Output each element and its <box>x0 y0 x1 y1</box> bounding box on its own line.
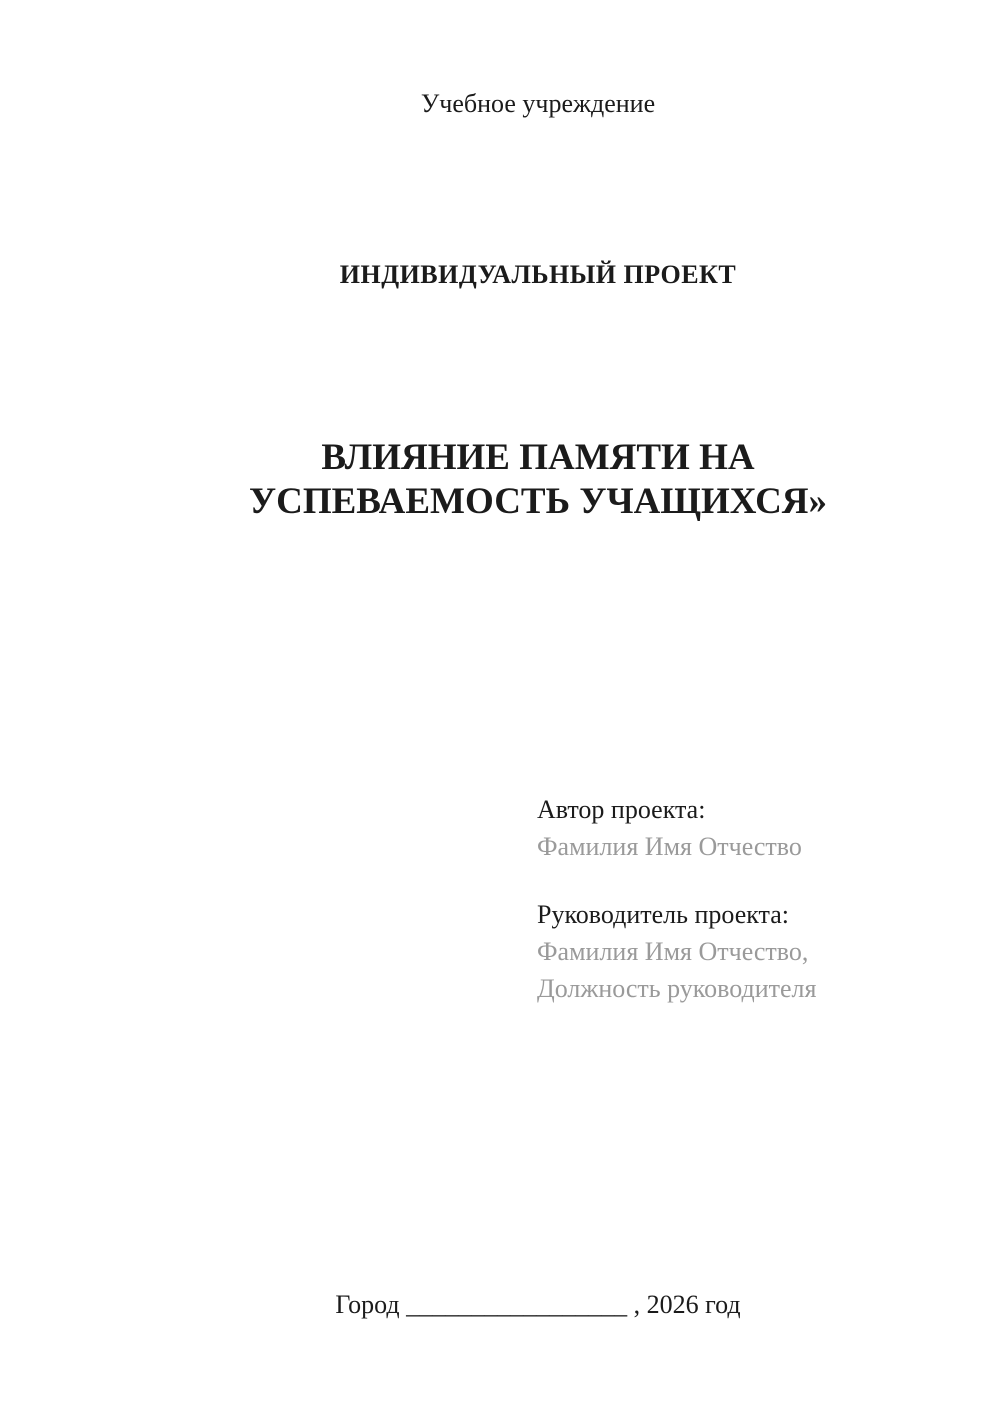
project-type-heading: ИНДИВИДУАЛЬНЫЙ ПРОЕКТ <box>339 260 737 289</box>
year-suffix: , 2026 год <box>633 1290 741 1319</box>
supervisor-name-placeholder: Фамилия Имя Отчество, <box>537 937 809 966</box>
author-name-placeholder: Фамилия Имя Отчество <box>537 832 802 861</box>
document-title-line2: УСПЕВАЕМОСТЬ УЧАЩИХСЯ» <box>248 480 828 522</box>
supervisor-position-placeholder: Должность руководителя <box>537 974 817 1003</box>
city-year-line <box>76 1290 1000 1320</box>
document-title <box>76 436 1000 523</box>
author-label: Автор проекта: <box>537 795 706 824</box>
city-blank-line: _________________ <box>406 1290 628 1319</box>
supervisor-block <box>537 896 816 1007</box>
institution-name: Учебное учреждение <box>420 89 656 118</box>
supervisor-label: Руководитель проекта: <box>537 900 790 929</box>
document-title-line1: ВЛИЯНИЕ ПАМЯТИ НА <box>321 437 755 478</box>
author-block <box>537 791 816 865</box>
credits-block <box>537 791 816 1007</box>
city-label: Город <box>335 1290 400 1319</box>
